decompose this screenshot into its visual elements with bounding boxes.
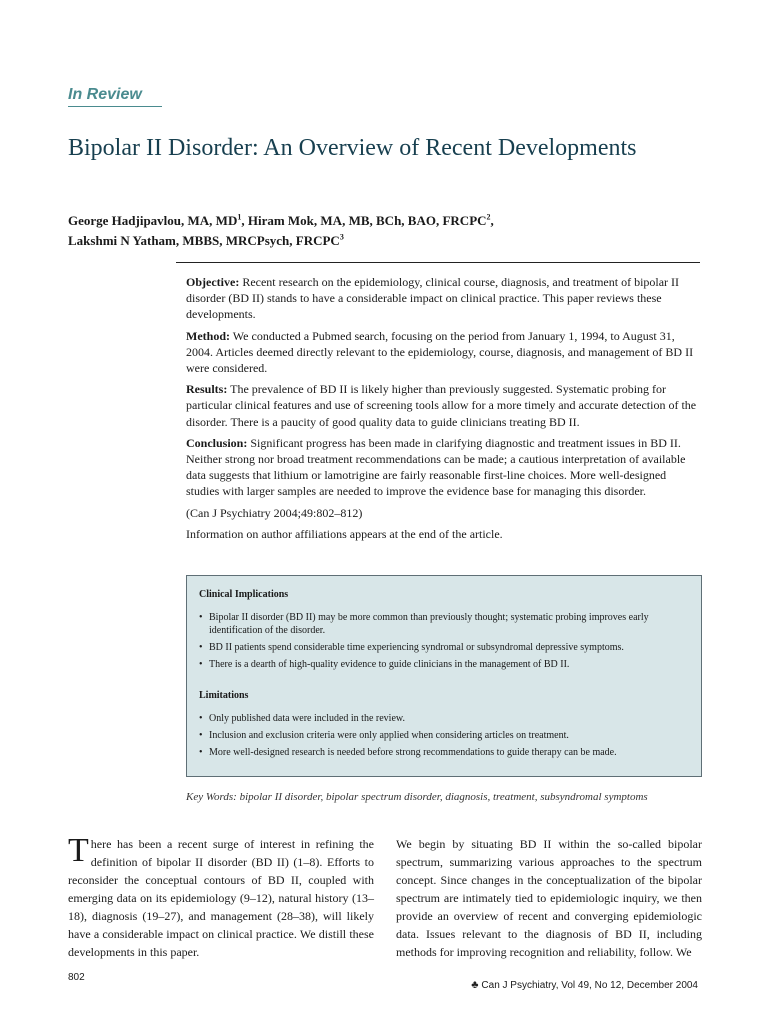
list-item-text: More well-designed research is needed before strong recommendations to guide therapy can be made. [209,747,617,758]
abstract-objective [186,274,700,323]
list-item [199,611,689,637]
author-affiliation-mark: 1 [237,212,242,222]
abstract-method [186,328,700,377]
clinical-implications-box [186,575,702,777]
list-item [199,658,689,671]
implications-heading: Clinical Implications [199,589,289,600]
abstract-results-text: The prevalence of BD II is likely higher than previously suggested. Systematic probing for particular clinical features and use of screening tools allow for a more timely and accurate detection of the disorder. There is a paucity of good quality data to guide clinicians treating BD II. [186,382,697,429]
abstract-conclusion-label: Conclusion: [186,435,248,450]
author-affiliation-mark: 3 [339,232,344,242]
author-name: Hiram Mok, MA, MB, BCh, BAO, FRCPC [247,213,487,228]
limitations-list [199,712,689,759]
list-item [199,712,689,725]
body-column-right: We begin by situating BD II within the so-called bipolar spectrum, summarizing various approaches to the spectrum concept. Since changes in the conceptualization of the bipolar spectrum are intimately tied to epidemiologic inquiry, we then provide an overview of recent and converging epidemiologic data. Issues relevant to the diagnosis of BD II, including methods for improving recognition and reliability, follow. We [396,837,702,959]
abstract-citation: (Can J Psychiatry 2004;49:802–812) [186,505,363,520]
author-affiliation-mark: 2 [486,212,491,222]
list-item-text: Bipolar II disorder (BD II) may be more common than previously thought; systematic probing improves early identification of the disorder. [209,612,649,636]
limitations-heading: Limitations [199,690,249,701]
bullet-icon: • [199,642,203,653]
maple-leaf-icon: ♣ [471,979,479,991]
bullet-icon: • [199,612,203,623]
section-tag-underline [68,106,162,107]
abstract-top-rule [176,262,700,263]
article-title: Bipolar II Disorder: An Overview of Recent Developments [68,135,637,161]
author-name: Lakshmi N Yatham, MBBS, MRCPsych, FRCPC [68,233,340,248]
abstract-objective-label: Objective: [186,275,240,289]
drop-cap: T [68,832,89,869]
list-item [199,746,689,759]
author-list [68,211,708,251]
journal-footer [468,979,698,991]
list-item [199,729,689,742]
affiliations-note: Information on author affiliations appears at the end of the article. [186,526,503,541]
bullet-icon: • [199,713,203,724]
page-number: 802 [68,972,85,983]
abstract-conclusion-text: Significant progress has been made in clarifying diagnostic and treatment issues in BD II. Neither strong nor broad treatment recommendations can be made; a cautious interpretation of available data suggests that lithium or lamotrigine are fairly reasonable first-line choices. More well-designed studies with larger samples are needed to improve the evidence base for managing this disorder. [186,435,686,499]
implications-list [199,611,689,671]
abstract-results-label: Results: [186,382,228,397]
list-item-text: Inclusion and exclusion criteria were only applied when considering articles on treatment. [209,730,569,741]
list-item-text: Only published data were included in the review. [209,713,405,724]
list-item-text: There is a dearth of high-quality evidence to guide clinicians in the management of BD II. [209,659,570,670]
bullet-icon: • [199,659,203,670]
author-separator: , [490,213,494,228]
list-item-text: BD II patients spend considerable time experiencing syndromal or subsyndromal depressive symptoms. [209,642,624,653]
list-item [199,641,689,654]
bullet-icon: • [199,730,203,741]
journal-citation: Can J Psychiatry, Vol 49, No 12, December 2004 [481,980,698,991]
author-name: George Hadjipavlou, MA, MD [68,213,238,228]
abstract-conclusion [186,435,700,500]
abstract [186,274,700,547]
body-column-left [68,832,374,961]
abstract-method-label: Method: [186,328,230,343]
bullet-icon: • [199,747,203,758]
abstract-results [186,381,700,430]
section-tag: In Review [68,86,142,103]
keywords: Key Words: bipolar II disorder, bipolar spectrum disorder, diagnosis, treatment, subsyndromal symptoms [186,791,648,803]
author-separator: , [241,213,248,228]
body-text-left: here has been a recent surge of interest in refining the definition of bipolar II disorder (BD II) (1–8). Efforts to reconsider the conceptual contours of BD II, coupled with emerging data on its epidemiology (9–12), natural history (13–18), diagnosis (19–27), and management (28–38), will likely have a considerable impact on clinical practice. We distill these developments in this paper. [68,837,374,959]
abstract-objective-text: Recent research on the epidemiology, clinical course, diagnosis, and treatment of bipolar II disorder (BD II) stands to have a considerable impact on clinical practice. This paper reviews these developments. [186,275,680,322]
abstract-method-text: We conducted a Pubmed search, focusing on the period from January 1, 1994, to August 31, 2004. Articles deemed directly relevant to the epidemiology, course, diagnosis, and management of BD II were considered. [186,328,694,376]
